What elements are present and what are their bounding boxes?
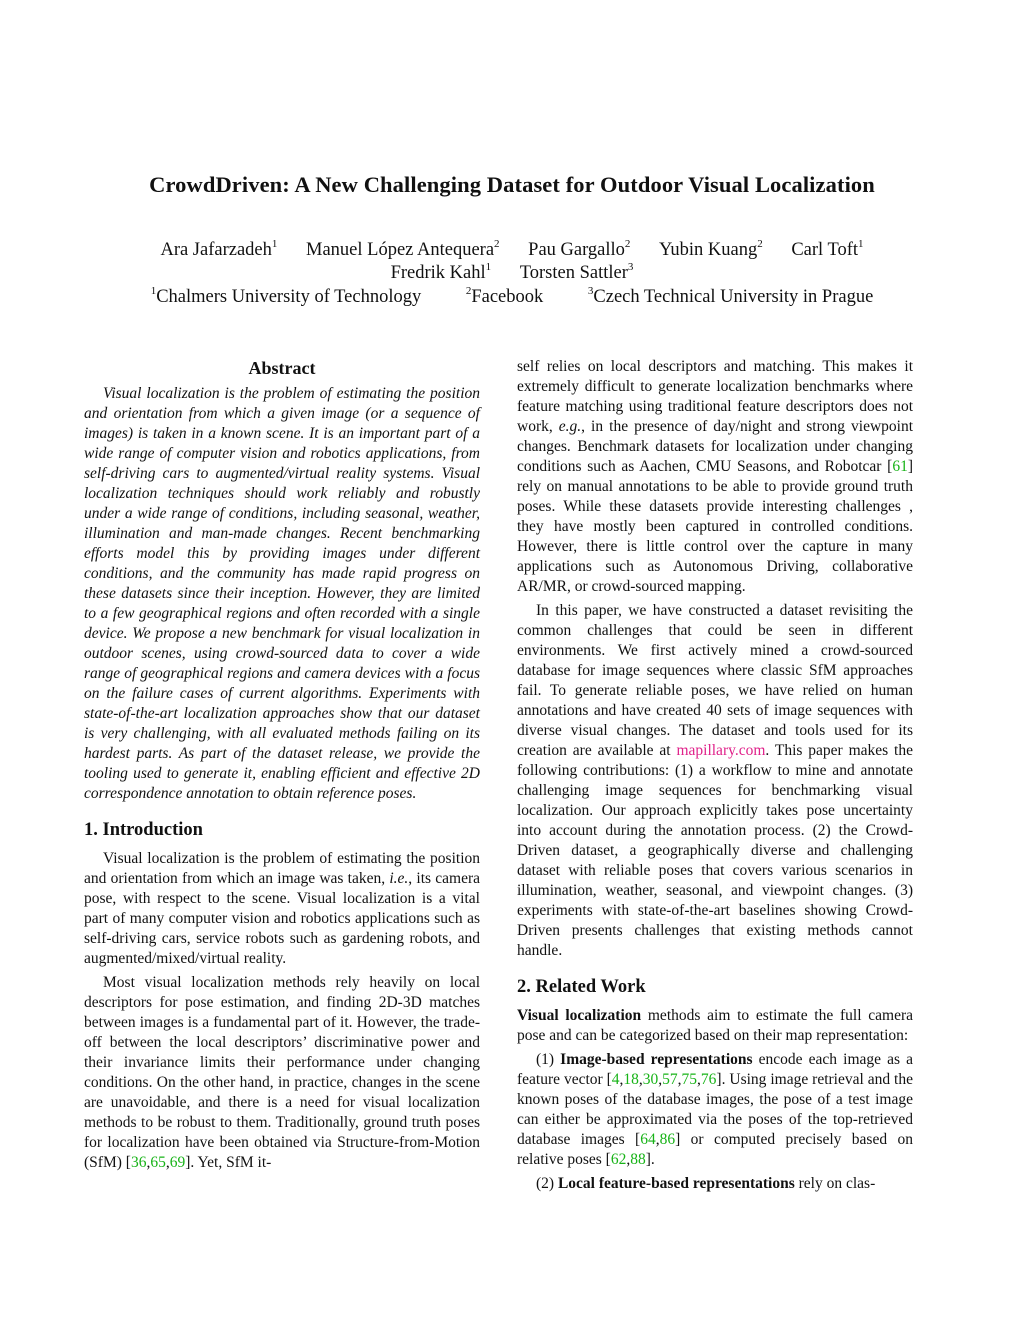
related-work-heading: 2. Related Work [517, 977, 646, 997]
affiliation: $^2$Facebook [465, 285, 544, 307]
paper-title: CrowdDriven: A New Challenging Dataset for Outdoor Visual Localization [149, 172, 875, 197]
introduction-heading: 1. Introduction [84, 820, 203, 840]
intro-paragraph-2: Most visual localization methods rely heavily on local descriptors for pose estimation, and finding 2D-3D matches between images is a fundamental part of it. However, the trade-off between the local descriptors’ discriminative power and their invariance limits their performance under changing conditions. On the other hand, in practice, changes in the scene are unavoidable, and there is a need for visual localization methods to be robust to them. Traditionally, ground truth poses for localization have been obtained via Structure-from-Motion (SfM) [36,65,69]. Yet, SfM it- [84, 974, 480, 1171]
author: Ara Jafarzadeh$^1$ [160, 238, 278, 260]
citation-link[interactable]: 64 [640, 1131, 656, 1148]
citation-link[interactable]: 75 [681, 1071, 698, 1088]
intro-paragraph-1: Visual localization is the problem of estimating the position and orientation from which an image was taken, i.e., its camera pose, with respect to the scene. Visual localization is a vital part of many computer vision and robotics applications such as self-driving cars, service robots such as gardening robots, and augmented/mixed/virtual reality. [84, 850, 480, 967]
related-paragraph-2: (1) Image-based representations encode each image as a feature vector [4,18,30,57,75,76]. Using image retrieval and the known poses of the database images, the pose of a test image can either be approximated via the poses of the top-retrieved database images [64,86] or computed precisely based on relative poses [62,88]. [517, 1051, 913, 1168]
citation-link[interactable]: 57 [662, 1071, 678, 1088]
citation-link[interactable]: 69 [169, 1154, 186, 1171]
citation-link[interactable]: 86 [659, 1131, 676, 1148]
affiliation: $^1$Chalmers University of Technology [150, 285, 422, 307]
citation-link[interactable]: 4 [611, 1071, 620, 1088]
citation-link[interactable]: 62 [610, 1151, 627, 1168]
author: Manuel López Antequera$^2$ [306, 238, 500, 260]
citation-link[interactable]: 76 [700, 1071, 717, 1088]
related-paragraph-3: (2) Local feature-based representations rely on clas- [536, 1175, 876, 1192]
author-row-2 [0, 263, 1024, 284]
citation-link[interactable]: 61 [892, 458, 908, 475]
author: Yubin Kuang$^2$ [659, 238, 763, 260]
right-column [517, 357, 913, 1194]
affiliations [0, 287, 1024, 308]
affiliation: $^3$Czech Technical University in Prague [587, 285, 874, 307]
citation-link[interactable]: 30 [642, 1071, 659, 1088]
author: Carl Toft$^1$ [791, 238, 864, 260]
intro-paragraph-3: self relies on local descriptors and matching. This makes it extremely difficult to generate localization benchmarks where feature matching using traditional feature descriptors does not work, e.g., in the presence of day/night and strong viewpoint changes. Benchmark datasets for localization under changing conditions such as Aachen, CMU Seasons, and Robotcar [61] rely on manual annotations to be able to provide ground truth poses. While these datasets provide interesting challenges , they have mostly been captured in controlled conditions. However, there is little control over the capture in many applications such as Autonomous Driving, collaborative AR/MR, or crowd-sourced mapping. [517, 358, 913, 595]
citation-link[interactable]: 18 [623, 1071, 639, 1088]
mapillary-link[interactable]: mapillary.com [676, 742, 766, 759]
intro-paragraph-4: In this paper, we have constructed a dataset revisiting the common challenges that could be seen in different environments. We first actively mined a crowd-sourced database for image sequences where classic SfM approaches fail. To generate reliable poses, we have relied on human annotations and have created 40 sets of image sequences with diverse visual changes. The dataset and tools used for its creation are available at mapillary.com. This paper makes the following contributions: (1) a workflow to mine and annotate challenging image sequences for benchmarking visual localization. Our approach explicitly takes pose uncertainty into account during the annotation process. (2) the Crowd-Driven dataset, a geographically diverse and challenging dataset with reliable poses that covers various scenarios in illumination, weather, seasonal, and viewpoint changes. (3) experiments with state-of-the-art baselines showing Crowd-Driven presents challenges that existing methods cannot handle. [517, 602, 913, 959]
author: Torsten Sattler$^3$ [519, 261, 634, 283]
citation-link[interactable]: 88 [630, 1151, 646, 1168]
citation-link[interactable]: 65 [150, 1154, 166, 1171]
abstract-heading: Abstract [248, 358, 316, 378]
author-row-1 [0, 240, 1024, 261]
abstract-text: Visual localization is the problem of estimating the position and orientation from which a given image (or a sequence of images) is taken in a known scene. It is an important part of a wide range of computer vision and robotics applications, from self-driving cars to augmented/virtual reality systems. Visual localization techniques should work reliably and robustly under a wide range of conditions, including seasonal, weather, illumination and man-made changes. Recent benchmarking efforts model this by providing images under different conditions, and the community has made rapid progress on these datasets since their inception. However, they are limited to a few geographical regions and often recorded with a single device. We propose a new benchmark for visual localization in outdoor scenes, using crowd-sourced data to cover a wide range of geographical regions and camera devices with a focus on the failure cases of current algorithms. Experiments with state-of-the-art localization approaches show that our dataset is very challenging, with all evaluated methods failing on its hardest parts. As part of the dataset release, we provide the tooling used to generate it, enabling efficient and effective 2D correspondence annotation to obtain reference poses. [84, 385, 480, 802]
author: Fredrik Kahl$^1$ [390, 261, 492, 283]
citation-link[interactable]: 36 [130, 1154, 147, 1171]
related-paragraph-1: Visual localization methods aim to estimate the full camera pose and can be categorized based on their map representation: [517, 1007, 913, 1044]
left-column [84, 357, 480, 1173]
author: Pau Gargallo$^2$ [528, 238, 631, 260]
